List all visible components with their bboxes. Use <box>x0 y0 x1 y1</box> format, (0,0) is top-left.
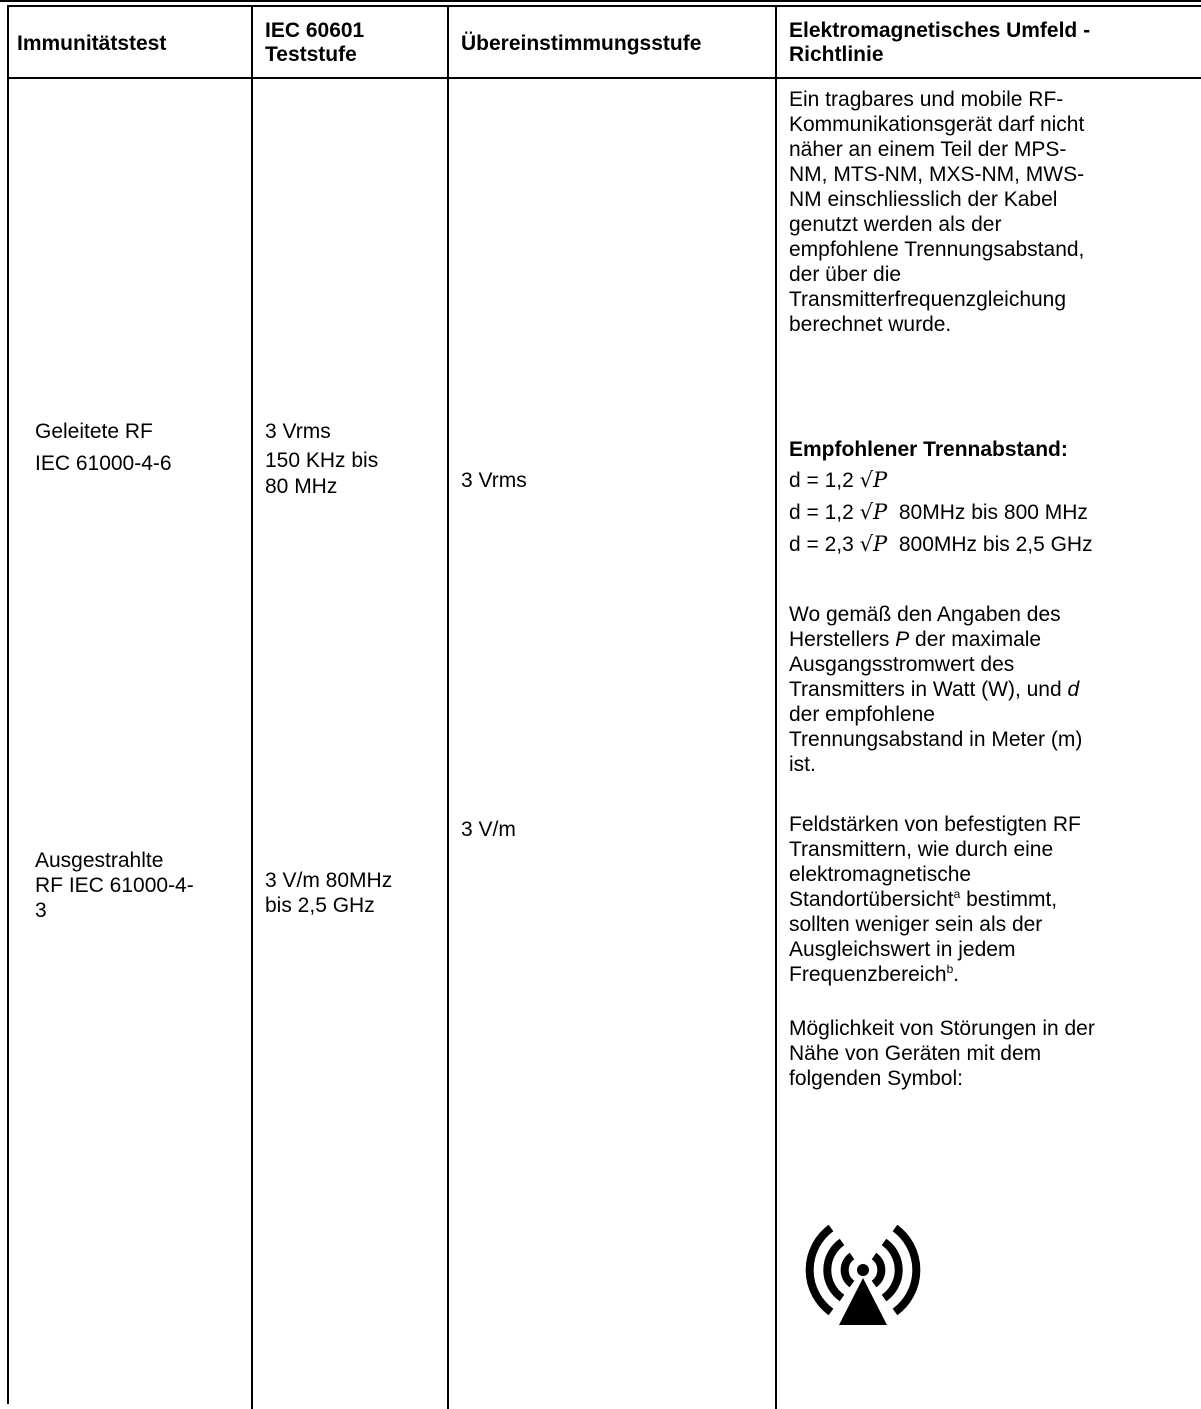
header-guidance <box>789 19 1090 67</box>
conducted-test-line1: Geleitete RF <box>35 420 153 443</box>
para2-line2 <box>789 627 1082 652</box>
header-guidance-line2: Richtlinie <box>789 43 884 66</box>
para3-line7-b: . <box>953 963 960 986</box>
para2-line4-a: Transmitters in Watt (W), und <box>789 678 1068 701</box>
guidance-para1-line: genutzt werden als der <box>789 213 1002 236</box>
formula-range: 800MHz bis 2,5 GHz <box>898 533 1093 556</box>
formula-var: P <box>873 500 888 524</box>
radiated-test-line3: 3 <box>35 899 47 922</box>
formula-3 <box>789 532 1093 557</box>
para4-line: Nähe von Geräten mit dem <box>789 1042 1042 1065</box>
para2-line4 <box>789 677 1082 702</box>
formula-range: 80MHz bis 800 MHz <box>898 501 1088 524</box>
conducted-level-line2: 150 KHz bis <box>265 449 379 472</box>
para2-var-d: d <box>1067 678 1080 701</box>
guidance-para4 <box>789 1016 1095 1091</box>
conducted-level-line3: 80 MHz <box>265 475 338 498</box>
formula-prefix: d = 1,2 <box>789 501 854 524</box>
para3-line7 <box>789 962 1081 987</box>
emc-table <box>7 5 1201 1404</box>
para3-line6: Ausgleichswert in jedem <box>789 938 1016 961</box>
radiated-test-line1: Ausgestrahlte <box>35 849 164 872</box>
radiated-test-line2: RF IEC 61000-4- <box>35 874 194 897</box>
para3-line5: sollten weniger sein als der <box>789 913 1043 936</box>
header-immunity-test: Immunitätstest <box>17 32 167 55</box>
guidance-para1 <box>789 87 1084 337</box>
radiated-level-line1: 3 V/m 80MHz <box>265 869 393 892</box>
para4-line: folgenden Symbol: <box>789 1067 963 1090</box>
guidance-para1-line: NM, MTS-NM, MXS-NM, MWS- <box>789 163 1085 186</box>
guidance-para1-line: Transmitterfrequenzgleichung <box>789 288 1067 311</box>
radiated-test-name <box>35 848 194 923</box>
conducted-test-level <box>265 416 378 500</box>
para4-line: Möglichkeit von Störungen in der <box>789 1017 1095 1040</box>
formula-prefix: d = 1,2 <box>789 469 854 492</box>
guidance-para1-line: empfohlene Trennungsabstand, <box>789 238 1085 261</box>
sqrt-icon: √ <box>859 468 874 492</box>
para2-line2-b: der maximale <box>909 628 1042 651</box>
header-guidance-line1: Elektromagnetisches Umfeld - <box>789 19 1091 42</box>
guidance-para1-line: Ein tragbares und mobile RF- <box>789 88 1064 111</box>
para2-line5: der empfohlene <box>789 703 935 726</box>
formula-var: P <box>873 468 888 492</box>
guidance-para1-line: näher an einem Teil der MPS- <box>789 138 1067 161</box>
guidance-para1-line: der über die <box>789 263 902 286</box>
para2-line3: Ausgangsstromwert des <box>789 653 1015 676</box>
para3-line2: Transmittern, wie durch eine <box>789 838 1054 861</box>
conducted-test-name <box>35 416 172 480</box>
guidance-para2 <box>789 602 1082 777</box>
radiated-test-level <box>265 868 392 918</box>
footnote-a: a <box>953 887 961 901</box>
guidance-para3 <box>789 812 1081 987</box>
para3-line4 <box>789 887 1081 912</box>
formula-var: P <box>873 532 888 556</box>
formula-2 <box>789 500 1088 525</box>
distance-heading: Empfohlener Trennabstand: <box>789 438 1068 461</box>
header-test-level-line2: Teststufe <box>265 43 357 66</box>
header-test-level <box>265 19 364 67</box>
guidance-para1-line: NM einschliesslich der Kabel <box>789 188 1058 211</box>
para2-line7: ist. <box>789 753 816 776</box>
sqrt-icon: √ <box>859 532 874 556</box>
col-divider-2 <box>447 5 449 1409</box>
radiated-level-line2: bis 2,5 GHz <box>265 894 375 917</box>
col-divider-1 <box>251 5 253 1409</box>
header-test-level-line1: IEC 60601 <box>265 19 365 42</box>
para2-line6: Trennungsabstand in Meter (m) <box>789 728 1083 751</box>
formula-1 <box>789 468 887 493</box>
guidance-para1-line: Kommunikationsgerät darf nicht <box>789 113 1085 136</box>
para3-line4-a: Standortübersicht <box>789 888 954 911</box>
conducted-compliance: 3 Vrms <box>461 469 527 492</box>
sqrt-icon: √ <box>859 500 874 524</box>
para2-var-p: P <box>895 628 910 651</box>
para3-line4-b: bestimmt, <box>960 888 1058 911</box>
col-divider-3 <box>775 5 777 1409</box>
guidance-para1-line: berechnet wurde. <box>789 313 952 336</box>
para3-line3: elektromagnetische <box>789 863 972 886</box>
radiated-compliance: 3 V/m <box>461 818 516 841</box>
para2-line2-a: Herstellers <box>789 628 896 651</box>
para3-line7-a: Frequenzbereich <box>789 963 947 986</box>
top-rule <box>0 0 1201 2</box>
conducted-level-line1: 3 Vrms <box>265 420 331 443</box>
non-ionizing-radiation-icon <box>793 1215 933 1325</box>
para2-line1: Wo gemäß den Angaben des <box>789 603 1061 626</box>
formula-prefix: d = 2,3 <box>789 533 854 556</box>
header-compliance-level: Übereinstimmungsstufe <box>461 32 702 55</box>
conducted-test-line2: IEC 61000-4-6 <box>35 452 172 475</box>
para3-line1: Feldstärken von befestigten RF <box>789 813 1081 836</box>
footnote-b: b <box>946 962 954 976</box>
